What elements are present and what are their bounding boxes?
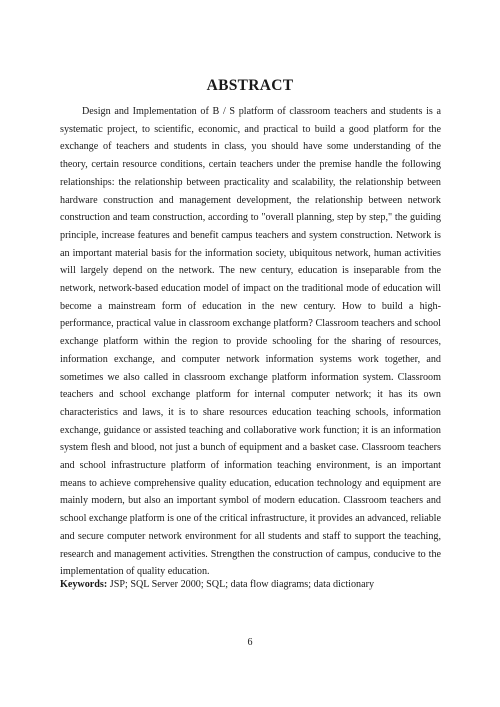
keywords-text: JSP; SQL Server 2000; SQL; data flow diagrams; data dictionary	[107, 579, 375, 590]
keywords-label: Keywords:	[60, 579, 108, 590]
page-title: ABSTRACT	[206, 77, 294, 94]
keywords-line	[60, 578, 450, 592]
abstract-paragraph: Design and Implementation of B / S platform of classroom teachers and students is a systematic project, to scientific, economic, and practical to build a good platform for the exchange of teachers and students in class, you should have some understanding of the theory, certain resource conditions, certain teachers under the premise handle the following relationships: the relationship between practicality and scalability, the relationship between hardware construction and management development, the relationship between network construction and team construction, according to "overall planning, step by step," the guiding principle, increase features and benefit campus teachers and system construction. Network is an important material basis for the information society, ubiquitous network, human activities will largely depend on the network. The new century, education is inseparable from the network, network-based education model of impact on the traditional mode of education will become a mainstream form of education in the new century. How to build a high-performance, practical value in classroom exchange platform? Classroom teachers and school exchange platform within the region to provide schooling for the sharing of resources, information exchange, and computer network information systems work together, and sometimes we also called in classroom exchange platform information system. Classroom teachers and school exchange platform for internal computer network; it has its own characteristics and laws, it is to share resources education teaching schools, information exchange, guidance or assisted teaching and collaborative work function; it is an information system flesh and blood, not just a bunch of equipment and a basket case. Classroom teachers and school infrastructure platform of information teaching environment, is an important means to achieve comprehensive quality education, education technology and equipment are mainly modern, but also an important symbol of modern education. Classroom teachers and school exchange platform is one of the critical infrastructure, it provides an advanced, reliable and secure computer network environment for all students and staff to support the teaching, research and management activities. Strengthen the construction of campus, conducive to the implementation of quality education.	[60, 106, 441, 578]
page-number: 6	[247, 637, 253, 648]
